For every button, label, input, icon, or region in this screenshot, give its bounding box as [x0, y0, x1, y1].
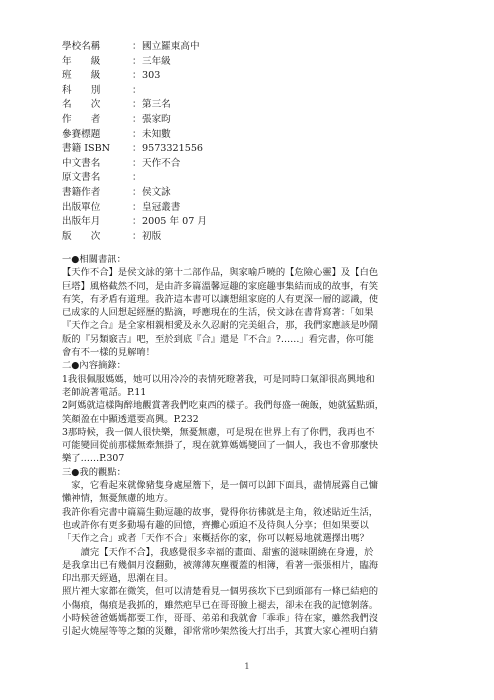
metadata-separator: ： [132, 143, 142, 155]
metadata-key: 名 次 [62, 99, 101, 111]
metadata-row [62, 113, 442, 128]
metadata-separator: ： [132, 128, 142, 140]
metadata-separator: ： [132, 41, 142, 52]
text-line: 笑顏盈在中顯透還要高興。P.232 [62, 413, 199, 425]
metadata-row [62, 69, 442, 84]
metadata-key: 原文書名 [62, 172, 101, 184]
metadata-key: 出版年月 [62, 216, 101, 228]
text-line: 是我拿出已有幾個月沒翻動，被薄薄灰塵覆蓋的相簿，看著一張張相片，臨海 [62, 559, 379, 571]
text-line: 可能變回從前那樣無牽無掛了，現在就算媽媽變回了一個人，我也不會那麼快 [62, 440, 379, 452]
metadata-separator: ： [132, 157, 142, 169]
metadata-key: 科 別 [62, 84, 101, 96]
essay-body [62, 253, 450, 639]
text-line: 1我很佩服媽媽，她可以用冷冷的表情死瞪著我，可是同時口氣卻很高興地和 [62, 373, 375, 385]
text-line: 「天作之合」或者「天作不合」來概括你的家，你可以輕易地就選擇出嗎？ [62, 533, 369, 545]
text-line: 三●我的觀點： [62, 466, 126, 478]
text-line: 會有不一樣的見解唷！ [62, 347, 155, 359]
metadata-separator: ： [132, 186, 142, 198]
metadata-value: 未知數 [142, 128, 171, 140]
metadata-row [62, 128, 442, 143]
metadata-separator: ： [132, 99, 142, 111]
text-line: 引起火燒屋等等之類的災難，卻常常吵架然後大打出手，其實大家心裡明白猜 [62, 626, 379, 638]
text-line: 已成家的人回想起經歷的點滴，呼應現在的生活，侯文詠在書背寫著：「如果 [62, 307, 374, 319]
metadata-row [62, 215, 442, 230]
text-line: 有笑，有矛盾有道理。我許這本書可以讓想組家庭的人有更深一層的認識，使 [62, 293, 379, 305]
text-line: 懶神情，無憂無慮的地方。 [62, 493, 174, 505]
metadata-value: 2005 年 07 月 [142, 216, 207, 228]
text-line: 版的『另類竅吉』吧，至於到底『合』還是『不合』?……」看完書，你可能 [62, 333, 374, 345]
text-line: 照片裡大家都在微笑，但可以清楚看見一個男孩坎下已到頭部有一條已結疤的 [62, 586, 379, 598]
text-line: 3那時候，我一個人很快樂，無憂無慮，可是現在世界上有了你們，我再也不 [62, 426, 375, 438]
text-line: 老師說著電話。P.11 [62, 386, 147, 398]
metadata-value: 三年級 [142, 55, 171, 67]
text-line: 巨塔】風格截然不同，是由許多篇溫馨逗趣的家庭趣事集結而成的故事，有笑 [62, 280, 379, 292]
text-line: 讀完【天作不合】，我感覺很多幸福的畫面、甜蜜的滋味圍繞在身邊，於 [62, 546, 374, 558]
metadata-separator: ： [132, 113, 142, 125]
metadata-key: 書籍 ISBN [62, 143, 111, 155]
text-line: 樂了……P.307 [62, 453, 125, 465]
metadata-row [62, 98, 442, 113]
metadata-value: 侯文詠 [142, 186, 171, 198]
metadata-key: 參賽標題 [62, 128, 101, 140]
metadata-value: 張家昀 [142, 113, 171, 125]
text-line: 小時候爸爸媽媽都要工作，哥哥、弟弟和我就會「乖乖」待在家，雖然我們沒 [62, 613, 379, 625]
text-line: 2阿媽就這樣陶醉地觀賞著我們吃東西的樣子。我們每盛一碗飯，她就猛點頭， [62, 400, 385, 412]
metadata-row [62, 171, 442, 186]
metadata-key: 出版單位 [62, 201, 101, 213]
text-line: 我許你看完書中篇篇生動逗趣的故事，覺得你彷彿就是主角，敘述貼近生活， [62, 506, 379, 518]
metadata-separator: ： [132, 230, 142, 242]
metadata-key: 年 級 [62, 55, 101, 67]
metadata-row [62, 201, 442, 216]
metadata-key: 班 級 [62, 70, 101, 82]
metadata-value: 9573321556 [142, 143, 204, 155]
text-line: 小傷痕，傷痕是我抓的，雖然疤早已在哥哥臉上褪去，卻未在我的記憶剝落。 [62, 599, 379, 611]
text-line: 也或許你有更多動場有趣的回憶，齊攤心頭迫不及待與人分享；但如果要以 [62, 519, 369, 531]
metadata-key: 中文書名 [62, 157, 101, 169]
metadata-value: 皇冠叢書 [142, 201, 181, 213]
text-line: 二●內容摘錄： [62, 360, 126, 372]
metadata-key: 學校名稱 [62, 41, 101, 52]
metadata-separator: ： [132, 201, 142, 213]
metadata-key: 書籍作者 [62, 186, 101, 198]
metadata-key: 作 者 [62, 113, 101, 125]
metadata-row [62, 230, 442, 245]
metadata-separator: ： [132, 216, 142, 228]
metadata-row [62, 186, 442, 201]
metadata-value: 天作不合 [142, 157, 181, 169]
metadata-separator: ： [132, 55, 142, 67]
text-line: 【天作不合】是侯文詠的第十二部作品，與家喻戶曉的【危險心靈】及【白色 [62, 267, 379, 279]
metadata-block [62, 40, 442, 244]
text-line: 家，它看起來就像豬隻身處屋簷下，是一個可以卸下面具，盡情展露自己慵 [62, 480, 379, 492]
metadata-row [62, 157, 442, 172]
metadata-row [62, 142, 442, 157]
page-number: 1 [244, 662, 250, 672]
metadata-value: 303 [142, 70, 161, 82]
metadata-separator: ： [132, 70, 142, 82]
metadata-row [62, 55, 442, 70]
metadata-separator: ： [132, 172, 142, 184]
metadata-value: 第三名 [142, 99, 171, 111]
text-line: 印出那天經過，思潮在目。 [62, 573, 174, 585]
text-line: 一●相關書訊： [62, 254, 126, 265]
metadata-value: 初版 [142, 230, 162, 242]
metadata-row [62, 84, 442, 99]
metadata-separator: ： [132, 84, 142, 96]
metadata-key: 版 次 [62, 230, 101, 242]
text-line: 『天作之合』是全家相親相愛及永久忍耐的完美組合，那，我們家應該是吵鬧 [62, 320, 379, 332]
metadata-value: 國立羅東高中 [142, 41, 200, 52]
metadata-row [62, 40, 442, 55]
